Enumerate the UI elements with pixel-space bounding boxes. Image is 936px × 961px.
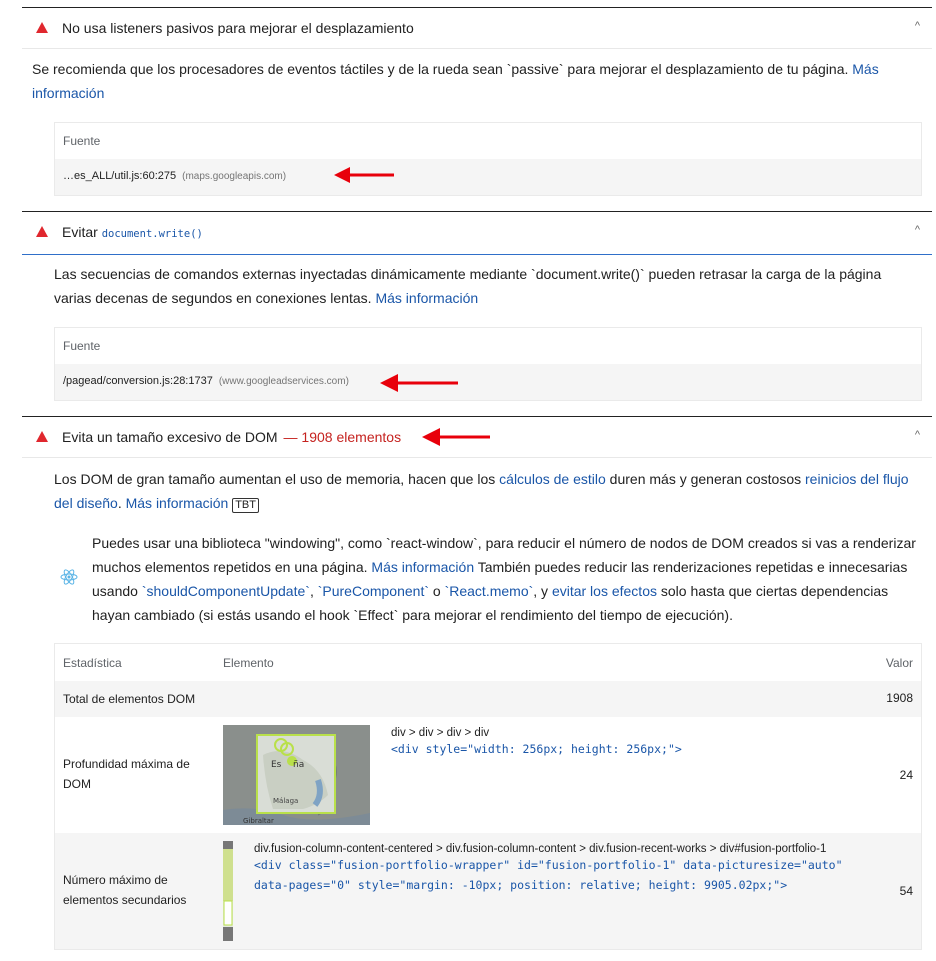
audit-header[interactable] (22, 212, 932, 255)
table-header: Fuente (63, 339, 101, 353)
map-thumbnail[interactable] (223, 725, 370, 825)
source-location[interactable]: /pagead/conversion.js:28:1737 (63, 375, 213, 387)
dom-size-table (54, 643, 922, 950)
react-icon (60, 568, 78, 586)
source-host: (maps.googleapis.com) (182, 171, 287, 182)
node-selector: div > div > div > div (391, 727, 490, 739)
map-label: Málaga (273, 797, 299, 805)
column-header-element: Elemento (223, 656, 274, 670)
node-description[interactable] (254, 843, 843, 895)
learn-more-link[interactable]: Más información (375, 290, 479, 306)
stat-value: 24 (899, 768, 913, 782)
table-row (55, 717, 921, 833)
chevron-up-icon[interactable]: ^ (914, 224, 920, 236)
column-header-stat: Estadística (63, 656, 122, 670)
reflow-link-cont[interactable]: del diseño (54, 495, 118, 511)
style-calc-link[interactable]: cálculos de estilo (499, 471, 606, 487)
stat-value: 1908 (886, 691, 913, 705)
stat-label: Total de elementos DOM (63, 692, 196, 706)
table-row (55, 159, 921, 195)
reflow-link[interactable]: reinicios del flujo (805, 471, 909, 487)
node-selector: div.fusion-column-content-centered > div.fusion-column-content > div.fusion-recent-works > div#fusion-portfolio-1 (254, 843, 827, 855)
node-snippet: <div style="width: 256px; height: 256px;"> (391, 742, 682, 756)
warning-triangle-icon (36, 22, 48, 33)
node-snippet: data-pages="0" style="margin: -10px; position: relative; height: 9905.02px;"> (254, 878, 788, 892)
audit-title: No usa listeners pasivos para mejorar el desplazamiento (62, 20, 414, 36)
table-header: Fuente (63, 134, 101, 148)
source-table (54, 327, 922, 401)
map-label: Gibraltar (243, 817, 274, 825)
pure-component-link[interactable]: `PureComponent` (317, 583, 429, 599)
audit-title: Evita un tamaño excesivo de DOM — 1908 elementos (62, 429, 402, 445)
stack-pack-advice: Puedes usar una biblioteca "windowing", como `react-window`, para reducir el número de nodos de DOM creados si vas a renderizar muchos elementos repetidos en una página. Más información También puedes reducir las renderizaciones repetidas e innecesarias usando `shouldComponentUpdate`, `PureComponent` o `React.memo`, y evitar los efectos solo hasta que ciertas dependencias hayan cambiado (si estás usando el hook `Effect` para mejorar el rendimiento del tiempo de ejecución). (92, 535, 916, 623)
node-snippet: <div class="fusion-portfolio-wrapper" id="fusion-portfolio-1" data-picturesize="auto" (254, 858, 843, 872)
react-memo-link[interactable]: `React.memo` (444, 583, 534, 599)
stat-label: Profundidad máxima de DOM (63, 757, 190, 791)
map-label: Es (271, 760, 282, 770)
stat-value: 54 (899, 884, 913, 898)
display-value: — 1908 elementos (283, 429, 402, 445)
audit-description: Los DOM de gran tamaño aumentan el uso de memoria, hacen que los cálculos de estilo duren más y generan costosos reinicios del flujo del diseño. Más información TBT (54, 471, 909, 511)
map-label: ña (293, 760, 305, 770)
should-component-update-link[interactable]: `shouldComponentUpdate` (141, 583, 310, 599)
audit-document-write (22, 211, 932, 255)
learn-more-link[interactable]: Más información (125, 495, 229, 511)
source-host: (www.googleadservices.com) (218, 376, 349, 387)
red-arrow-annotation (334, 165, 396, 185)
learn-more-link[interactable]: Más información (371, 559, 475, 575)
table-row (55, 681, 921, 717)
audit-description: Se recomienda que los procesadores de eventos táctiles y de la rueda sean `passive` para mejorar el desplazamiento de tu página. Más información (32, 61, 879, 101)
tbt-badge: TBT (232, 498, 259, 513)
table-header (55, 644, 921, 681)
learn-more-link-cont[interactable]: información (32, 85, 105, 101)
element-thumbnail[interactable] (223, 841, 233, 941)
table-row (55, 833, 921, 949)
audit-title: Evitar document.write() (62, 224, 203, 240)
chevron-up-icon[interactable]: ^ (914, 20, 920, 32)
column-header-value: Valor (885, 656, 913, 670)
warning-triangle-icon (36, 431, 48, 442)
red-arrow-annotation (380, 371, 460, 395)
node-description[interactable] (391, 727, 682, 759)
source-location[interactable]: …es_ALL/util.js:60:275 (63, 170, 177, 182)
chevron-up-icon[interactable]: ^ (914, 429, 920, 441)
audit-title-code: document.write() (101, 228, 203, 240)
source-table (54, 122, 922, 196)
warning-triangle-icon (36, 226, 48, 237)
table-row (55, 364, 921, 400)
learn-more-link[interactable]: Más (852, 61, 879, 77)
audit-header[interactable] (22, 8, 932, 49)
stat-label: Número máximo de elementos secundarios (63, 873, 187, 907)
audit-passive-listeners (22, 7, 932, 49)
red-arrow-annotation (422, 425, 492, 449)
avoid-effects-link[interactable]: evitar los efectos (551, 583, 657, 599)
audit-description: Las secuencias de comandos externas inyectadas dinámicamente mediante `document.write()` pueden retrasar la carga de la página varias decenas de segundos en conexiones lentas. Más información (54, 266, 882, 306)
